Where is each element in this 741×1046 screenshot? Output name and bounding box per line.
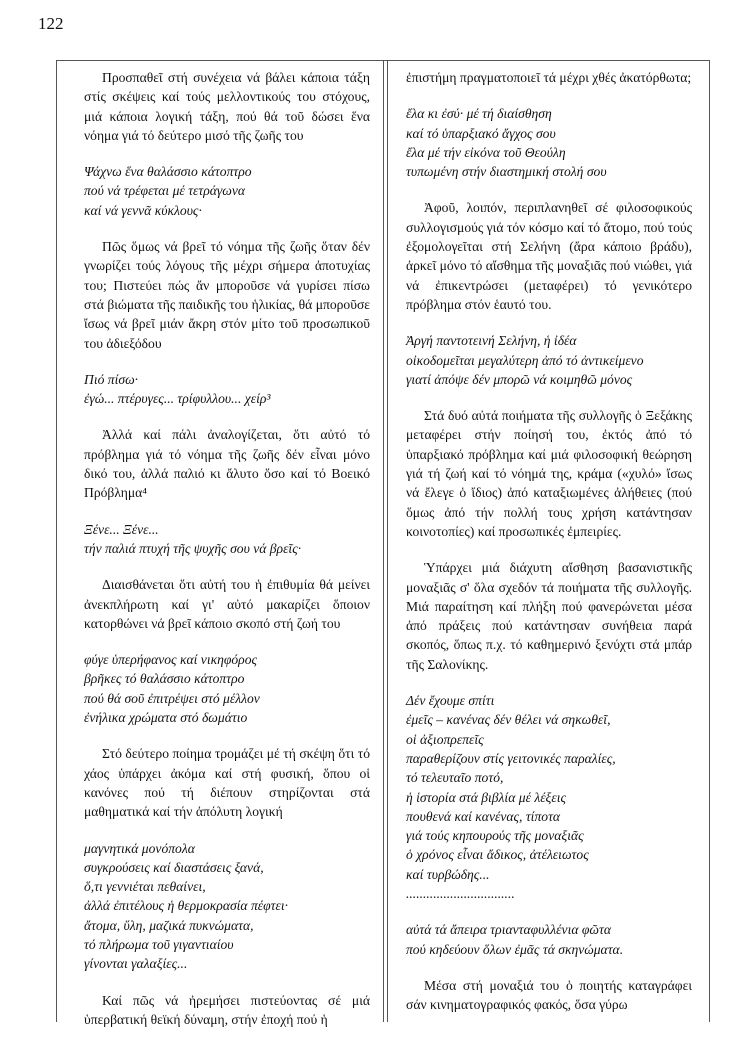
poem-line: φύγε ὑπερήφανος καί νικηφόρος: [84, 652, 258, 668]
body-paragraph: Ὑπάρχει μιά διάχυτη αἴσθηση βασανιστικῆς μοναξιᾶς σ' ὅλα σχεδόν τά ποιήματα τῆς συλλογῆς. Μιά παραίτηση καί πλήξη πού φανερώνεται μέσα ἀπό πράξεις πού κατάντησαν συνήθεια παρά σκοπός, ὅπως π.χ. τό καθημερινό ξενύχτι στά μπάρ τῆς Σαλονίκης.: [406, 560, 692, 672]
body-paragraph: Διαισθάνεται ὅτι αὐτή του ἡ ἐπιθυμία θά μείνει ἀνεκπλήρωτη καί γι' αὐτό μακαρίζει ὅποιον κατορθώνει νά βρεῖ κάποιο σκοπό στή ζωή του: [84, 577, 370, 631]
poem-line: παραθερίζουν στίς γειτονικές παραλίες,: [406, 750, 616, 766]
poem-line: τυπωμένη στήν διαστημική στολή σου: [406, 164, 607, 180]
poem-line: Πιό πίσω·: [84, 371, 139, 387]
body-paragraph: Πῶς ὅμως νά βρεῖ τό νόημα τῆς ζωῆς ὅταν δέν γνωρίζει τούς λόγους τῆς μέχρι σήμερα ἀποτυχίας του; Πιστεύει πώς ἄν μποροῦσε νά γυρίσει πίσω στά βιώματα τῆς παιδικῆς του ἡλικίας, θά μποροῦσε ἴσως νά βρεῖ μιάν ἄκρη στόν μίτο τοῦ προσωπικοῦ του ἀδιεξόδου: [84, 239, 370, 351]
poem-line: τήν παλιά πτυχή τῆς ψυχῆς σου νά βρεῖς·: [84, 540, 302, 556]
poem-line: ἔλα κι ἐσύ· μέ τή διαίσθηση: [406, 106, 552, 122]
poem-line: οἰκοδομεῖται μεγαλύτερη ἀπό τό ἀντικείμενο: [406, 352, 644, 368]
body-paragraph: Προσπαθεῖ στή συνέχεια νά βάλει κάποια τάξη στίς σκέψεις καί τούς μελλοντικούς του στόχους, μιά κάποια λογική τάξη, πού θά τοῦ δώσει ἕνα νόημα γιά τό δεύτερο μισό τῆς ζωῆς του: [84, 70, 370, 143]
poem-excerpt: [84, 370, 370, 409]
poem-line: συγκρούσεις καί διαστάσεις ξανά,: [84, 859, 264, 875]
body-paragraph: Ἀλλά καί πάλι ἀναλογίζεται, ὅτι αὐτό τό πρόβλημα γιά τό νόημα τῆς ζωῆς δέν εἶναι μόνο δικό του, ἀλλά παλιό κι ἄλυτο ὅσο καί τό Βοεικό Πρόβλημα⁴: [84, 427, 370, 501]
poem-line: βρῆκες τό θαλάσσιο κάτοπτρο: [84, 671, 245, 687]
poem-line: ὁ χρόνος εἶναι ἄδικος, ἀτέλειωτος: [406, 847, 589, 863]
poem-excerpt: [84, 839, 370, 974]
poem-line: πού νά τρέφεται μέ τετράγωνα: [84, 183, 246, 199]
body-paragraph: Καί πῶς νά ἠρεμήσει πιστεύοντας σέ μιά ὑπερβατική θεϊκή δύναμη, στήν ἐποχή πού ἡ: [84, 992, 370, 1027]
poem-line: καί τυρβώδης...: [406, 866, 490, 882]
poem-excerpt: [84, 650, 370, 727]
left-column: [84, 68, 370, 1046]
poem-line: οἱ ἀξιοπρεπεῖς: [406, 731, 484, 747]
poem-line: πού κηδεύουν ὅλων ἐμᾶς τά σκηνώματα.: [406, 941, 624, 957]
column-divider: [387, 60, 388, 1022]
poem-line: πουθενά καί κανένας, τίποτα: [406, 808, 561, 824]
column-divider: [383, 60, 384, 1022]
body-paragraph: Ἀφοῦ, λοιπόν, περιπλανηθεῖ σέ φιλοσοφικούς συλλογισμούς γιά τόν κόσμο καί τό ἄτομο, πού τούς ἐξομολογεῖται στή Σελήνη (ἄρα κάποιο βράδυ), ἀρκεῖ μόνο τό αἴσθημα τῆς μοναξιᾶς πού νιώθει, γιά νά ἐπικεντρώσει (μεταφέρει) τό γενικότερο πρόβλημα στόν ἑαυτό του.: [406, 200, 692, 312]
poem-line: αὐτά τά ἄπειρα τριανταφυλλένια φῶτα: [406, 922, 612, 938]
poem-line: πού θά σοῦ ἐπιτρέψει στό μέλλον: [84, 690, 260, 706]
poem-line: ἐμεῖς – κανένας δέν θέλει νά σηκωθεῖ,: [406, 712, 611, 728]
body-paragraph: Μέσα στή μοναξιά του ὁ ποιητής καταγράφει σάν κινηματογραφικός φακός, ὅσα γύρω: [406, 977, 692, 1013]
poem-line: καί νά γεννᾶ κύκλους·: [84, 202, 202, 218]
body-paragraph: ἐπιστήμη πραγματοποιεῖ τά μέχρι χθές ἀκατόρθωτα;: [406, 70, 692, 85]
poem-line: τό τελευταῖο ποτό,: [406, 770, 504, 786]
poem-line: γιατί ἀπόψε δέν μπορῶ νά κοιμηθῶ μόνος: [406, 371, 633, 387]
poem-line: καί τό ὑπαρξιακό ἄγχος σου: [406, 125, 556, 141]
body-paragraph: Στό δεύτερο ποίημα τρομάζει μέ τή σκέψη ὅτι τό χάος ὑπάρχει ἀκόμα καί στή φυσική, ὅπου οἱ κανόνες πού τή διέπουν στηρίζονται στά μαθηματικά καί τήν ἀπόλυτη λογική: [84, 746, 370, 820]
poem-line: ἡ ἱστορία στά βιβλία μέ λέξεις: [406, 789, 567, 805]
poem-line: Ἀργή παντοτεινή Σελήνη, ἡ ἰδέα: [406, 333, 577, 349]
poem-excerpt: [84, 162, 370, 220]
poem-line: τό πλήρωμα τοῦ γιγαντιαίου: [84, 936, 234, 952]
poem-line: ἐγώ... πτέρυγες... τρίφυλλου... χείρ³: [84, 391, 271, 407]
poem-excerpt: [406, 691, 692, 903]
right-column: [406, 68, 692, 1031]
poem-line: μαγνητικά μονόπολα: [84, 840, 195, 856]
page-number: 122: [38, 14, 64, 33]
poem-line: γιά τούς κηπουρούς τῆς μοναξιᾶς: [406, 828, 584, 844]
poem-line: ὅ,τι γεννιέται πεθαίνει,: [84, 879, 206, 895]
poem-line: γίνονται γαλαξίες...: [84, 956, 188, 972]
poem-line: ἐνήλικα χρώματα στό δωμάτιο: [84, 710, 248, 726]
poem-line: Ψάχνω ἕνα θαλάσσιο κάτοπτρο: [84, 164, 252, 180]
poem-excerpt: [406, 331, 692, 389]
poem-line: ................................: [406, 885, 515, 901]
poem-excerpt: [406, 920, 692, 959]
poem-line: ἄτομα, ὕλη, μαζικά πυκνώματα,: [84, 917, 254, 933]
poem-excerpt: [84, 520, 370, 559]
poem-line: Δέν ἔχουμε σπίτι: [406, 693, 495, 709]
body-paragraph: Στά δυό αὐτά ποιήματα τῆς συλλογῆς ὁ Ξεξάκης μεταφέρει στήν ποίησή του, ἐκτός ἀπό τό ὑπαρξιακό πρόβλημα καί μιά φιλοσοφική θεώρηση γιά τή ζωή καί τό νόημά της, κράμα («χυλό» ἴσως νά ἔλεγε ὁ ἴδιος) ἀπό καταξιωμένες ἀλήθειες (πού ὅμως ἀπό τήν πολλή τους χρήση κατάντησαν κοινοτοπίες) καί προσωπικές ἐμπειρίες.: [406, 408, 692, 539]
poem-line: Ξένε... Ξένε...: [84, 521, 159, 537]
poem-line: ἀλλά ἐπιτέλους ἡ θερμοκρασία πέφτει·: [84, 898, 289, 914]
poem-line: ἔλα μέ τήν εἰκόνα τοῦ Θεούλη: [406, 144, 566, 160]
poem-excerpt: [406, 104, 692, 181]
